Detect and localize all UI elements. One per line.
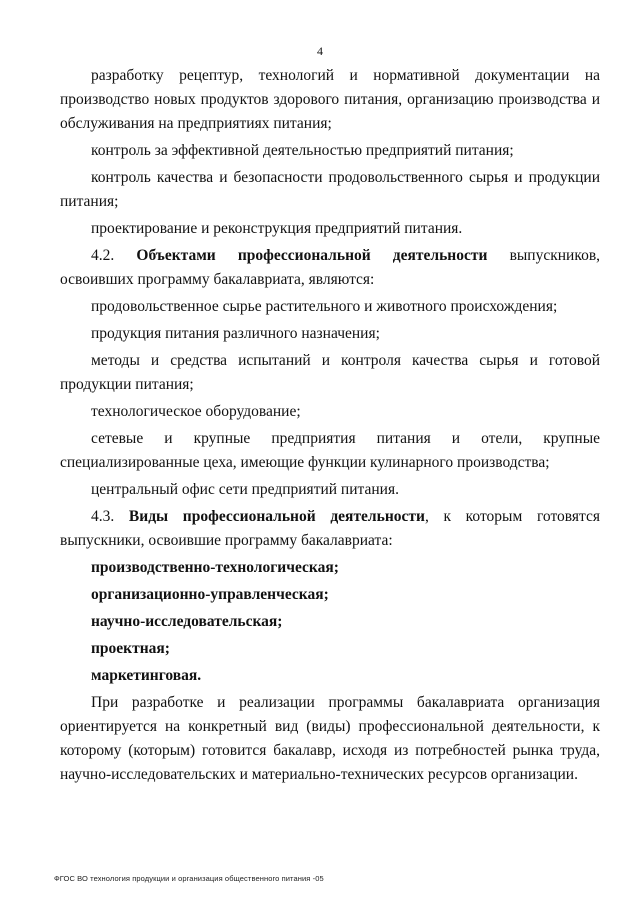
paragraph-raw-materials: продовольственное сырье растительного и животного происхождения; [91,298,558,315]
paragraph-central-office: центральный офис сети предприятий питания. [91,481,399,498]
paragraph-equipment: технологическое оборудование; [91,403,301,420]
document-body [60,64,600,790]
paragraph-program-development: При разработке и реализации программы бакалавриата организация ориентируется на конкретный вид (виды) профессиональной деятельности, к которому (которым) готовится бакалавр, исходя из потребностей рынка труда, научно-исследовательских и материально-технических ресурсов организации. [60,694,600,783]
page-number: 4 [317,44,323,58]
section-4-3-number: 4.3. [91,508,115,525]
activity-type-item: маркетинговая. [91,667,202,684]
section-4-3-text: , к которым готовятся выпускники, освоившие программу бакалавриата: [60,508,600,549]
paragraph-recipes: разработку рецептур, технологий и нормативной документации на производство новых продуктов здорового питания, организацию производства и обслуживания на предприятиях питания; [60,67,600,132]
activity-type-item: научно-исследовательская; [91,613,283,630]
paragraph-quality-control: контроль качества и безопасности продовольственного сырья и продукции питания; [60,169,600,210]
section-4-3-heading: Виды профессиональной деятельности [128,508,425,525]
paragraph-design: проектирование и реконструкция предприятий питания. [91,220,463,237]
paragraph-enterprises: сетевые и крупные предприятия питания и отели, крупные специализированные цеха, имеющие функции кулинарного производства; [60,430,600,471]
paragraph-efficiency-control: контроль за эффективной деятельностью предприятий питания; [91,142,514,159]
activity-type-item: производственно-технологическая; [91,559,339,576]
section-4-2-number: 4.2. [91,247,115,264]
section-4-2-text: выпускников, освоивших программу бакалавриата, являются: [60,247,601,288]
page-footer: ФГОС ВО технология продукции и организация общественного питания -05 [54,874,324,883]
paragraph-testing-methods: методы и средства испытаний и контроля качества сырья и готовой продукции питания; [60,352,600,393]
section-4-3 [60,505,600,553]
paragraph-food-products: продукция питания различного назначения; [91,325,380,342]
section-4-2 [60,244,600,292]
activity-type-item: организационно-управленческая; [91,586,329,603]
activity-type-item: проектная; [91,640,170,657]
section-4-2-heading: Объектами профессиональной деятельности [136,247,488,264]
